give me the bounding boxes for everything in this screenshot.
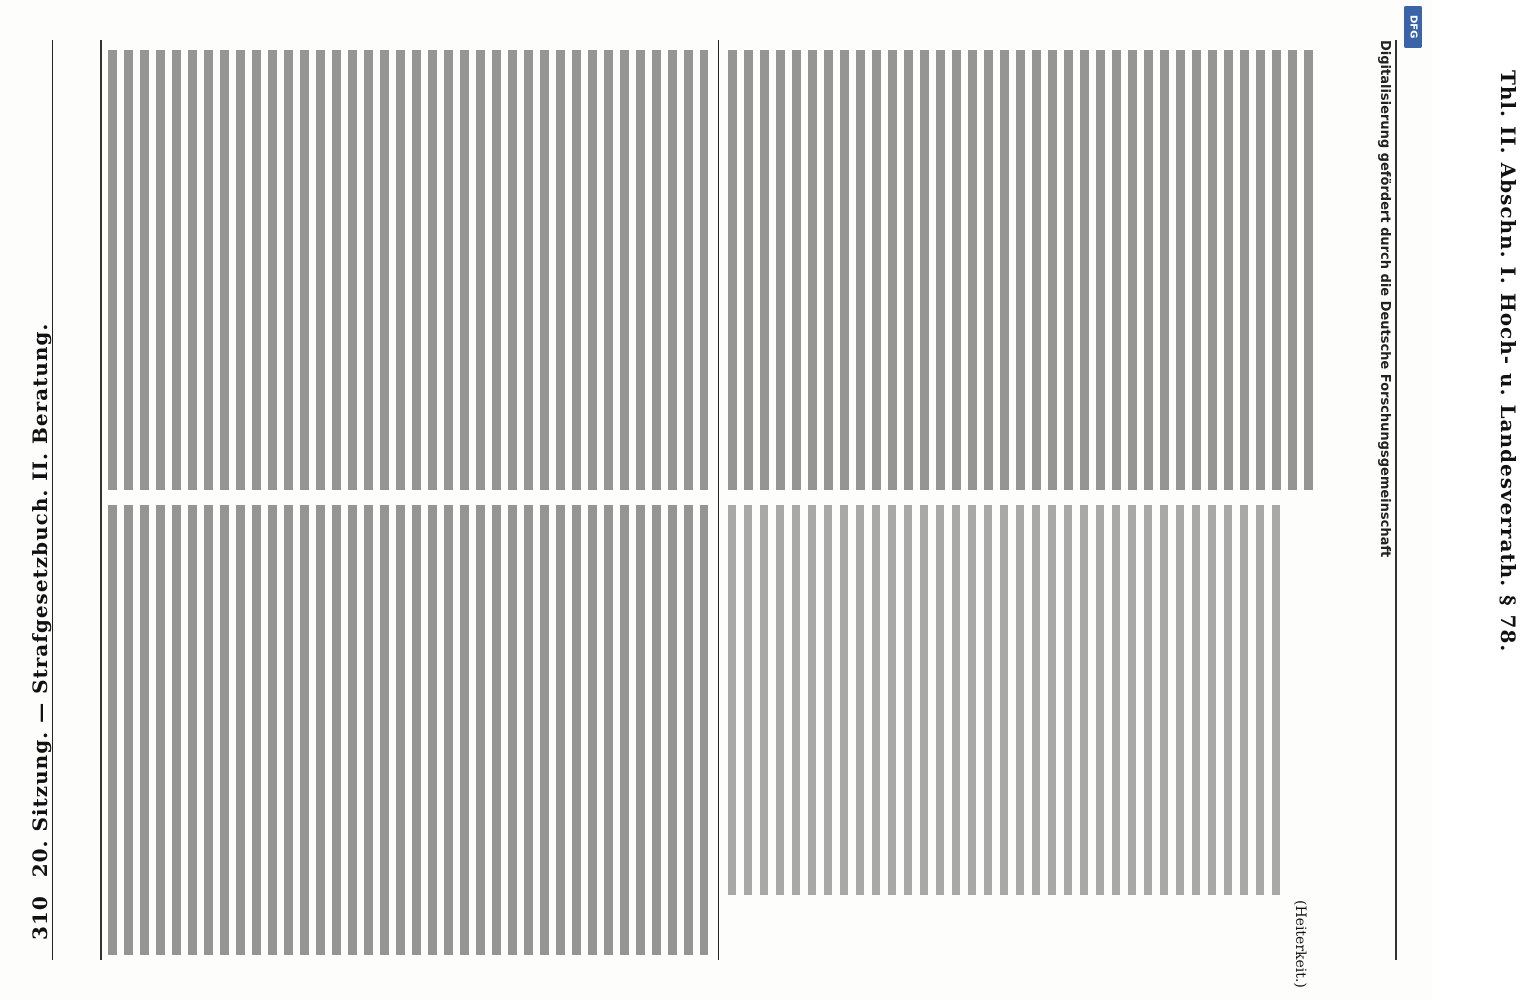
closing-remark: (Heiterkeit.) [1292,900,1308,988]
header-rule-left [100,40,102,960]
running-header-left [28,0,68,940]
text-block-left-upper [108,50,708,490]
header-rule-right [1395,40,1397,960]
text-block-left-lower [108,505,708,955]
page-number: 310 [28,895,52,940]
digitization-note: Digitalisierung gefördert durch die Deutsche Forschungsgemeinschaft [1377,40,1392,558]
column-divider [718,40,719,960]
header-title-left: 20. Sitzung. — Strafgesetzbuch. II. Beratung. [28,322,52,878]
running-header-right [1484,70,1520,970]
text-block-right-upper [728,50,1318,490]
text-block-right-lower [728,505,1288,895]
header-title-right: Thl. II. Abschn. I. Hoch- u. Landesverrath. § 78. [1496,70,1520,653]
dfg-logo: DFG [1404,6,1422,48]
left-margin-rule [52,40,53,960]
